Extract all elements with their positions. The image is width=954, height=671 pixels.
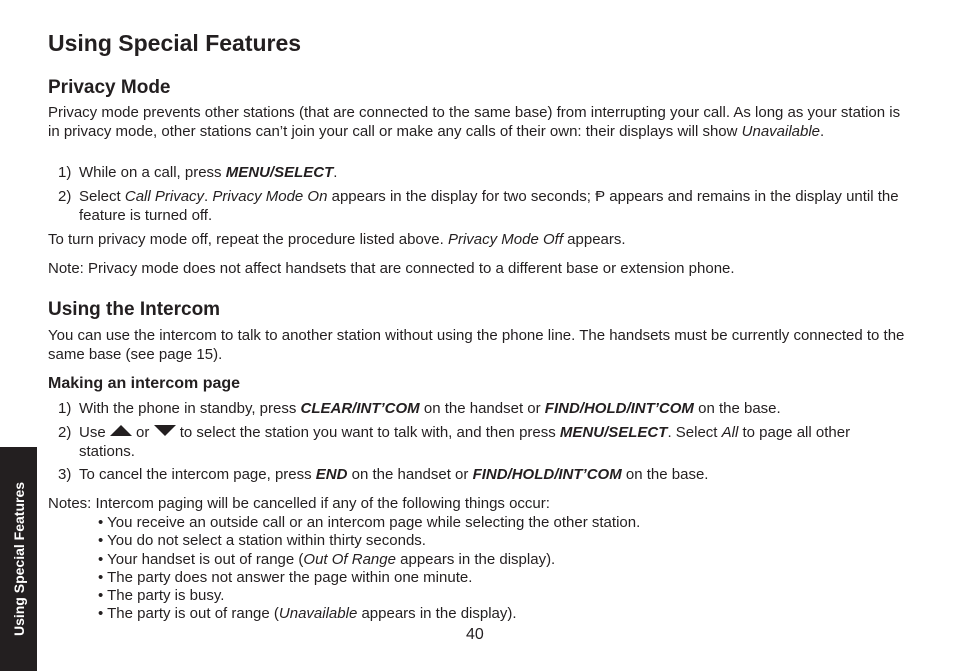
intercom-intro: You can use the intercom to talk to another station without using the phone line. The handsets must be currently connected to the same base (see page 15). (48, 327, 905, 363)
menu-select-key: MENU/SELECT (559, 424, 668, 441)
out-of-range-label: Out Of Range (303, 550, 396, 568)
notes-list (98, 514, 640, 624)
step-text: appears and remains in the display until the feature is turned off. (79, 188, 899, 224)
privacy-mode-on-label: Privacy Mode On (212, 188, 328, 205)
step-number: 1) (58, 164, 72, 181)
step-number: 2) (58, 188, 72, 205)
step-text: . Select (667, 424, 722, 441)
note-text: • The party is busy. (98, 587, 225, 605)
side-tab (0, 447, 37, 671)
step-text: on the base. (621, 466, 709, 483)
note-text: • Your handset is out of range ( (98, 550, 304, 568)
privacy-off-text (48, 231, 908, 250)
note-text: • You receive an outside call or an intercom page while selecting the other station. (98, 514, 641, 531)
list-item (98, 587, 640, 605)
step-text: Select (79, 188, 125, 205)
note-text: appears in the display). (395, 550, 556, 568)
end-key: END (315, 466, 348, 483)
unavailable-label: Unavailable (278, 605, 358, 623)
privacy-mode-heading: Privacy Mode (48, 77, 171, 98)
list-item (98, 532, 640, 550)
find-hold-intcom-key: FIND/HOLD/INT’COM (544, 400, 694, 417)
privacy-step-2 (58, 188, 908, 225)
intercom-step-1 (58, 400, 908, 419)
intercom-step-2 (58, 424, 908, 461)
intercom-subheading: Making an intercom page (48, 375, 241, 392)
all-label: All (721, 424, 739, 441)
step-text: to page all other stations. (79, 424, 851, 460)
step-text: on the handset or (347, 466, 473, 483)
privacy-mode-icon: Ᵽ (595, 188, 606, 205)
step-text: . (333, 164, 338, 181)
privacy-intro-text: Privacy mode prevents other stations (that are connected to the same base) from interrupting your call. As long as your station is in privacy mode, other stations can’t join your call or make any calls of their own: their displays will show (48, 104, 901, 140)
privacy-step-1 (58, 164, 908, 183)
step-text: With the phone in standby, press (79, 400, 301, 417)
side-tab-label: Using Special Features (10, 481, 27, 637)
privacy-off-b: appears. (563, 231, 626, 248)
privacy-intro-italic: Unavailable (741, 122, 821, 140)
privacy-intro (48, 104, 908, 141)
step-text: . (204, 188, 213, 205)
list-item (98, 551, 640, 569)
step-text: Use (79, 424, 110, 441)
down-arrow-icon (154, 425, 176, 436)
privacy-mode-off-label: Privacy Mode Off (447, 231, 564, 248)
step-number: 2) (58, 424, 72, 441)
note-text: appears in the display). (357, 605, 517, 623)
privacy-intro-end: . (820, 122, 825, 140)
list-item (98, 605, 640, 623)
step-text: or (131, 424, 154, 441)
step-text: on the handset or (419, 400, 545, 417)
privacy-note: Note: Privacy mode does not affect handsets that are connected to a different base or extension phone. (48, 260, 735, 277)
notes-intro: Notes: Intercom paging will be cancelled if any of the following things occur: (48, 495, 550, 512)
step-number: 3) (58, 466, 72, 483)
up-arrow-icon (110, 425, 132, 436)
intercom-step-3 (58, 466, 908, 485)
intercom-heading: Using the Intercom (48, 299, 221, 320)
privacy-off-a: To turn privacy mode off, repeat the procedure listed above. (48, 231, 448, 248)
step-text: to select the station you want to talk with, and then press (175, 424, 560, 441)
page-title: Using Special Features (48, 30, 302, 56)
clear-intcom-key: CLEAR/INT’COM (300, 400, 420, 417)
step-text: While on a call, press (79, 164, 226, 181)
note-text: • The party is out of range ( (98, 605, 279, 623)
menu-select-key: MENU/SELECT (225, 164, 334, 181)
step-number: 1) (58, 400, 72, 417)
find-hold-intcom-key: FIND/HOLD/INT’COM (472, 466, 622, 483)
step-text: on the base. (693, 400, 781, 417)
list-item (98, 514, 640, 532)
list-item (98, 569, 640, 587)
call-privacy-label: Call Privacy (124, 188, 205, 205)
step-text: To cancel the intercom page, press (79, 466, 316, 483)
note-text: • You do not select a station within thirty seconds. (98, 532, 426, 550)
step-text: appears in the display for two seconds; (327, 188, 596, 205)
page-number: 40 (466, 626, 484, 643)
note-text: • The party does not answer the page within one minute. (98, 568, 473, 586)
